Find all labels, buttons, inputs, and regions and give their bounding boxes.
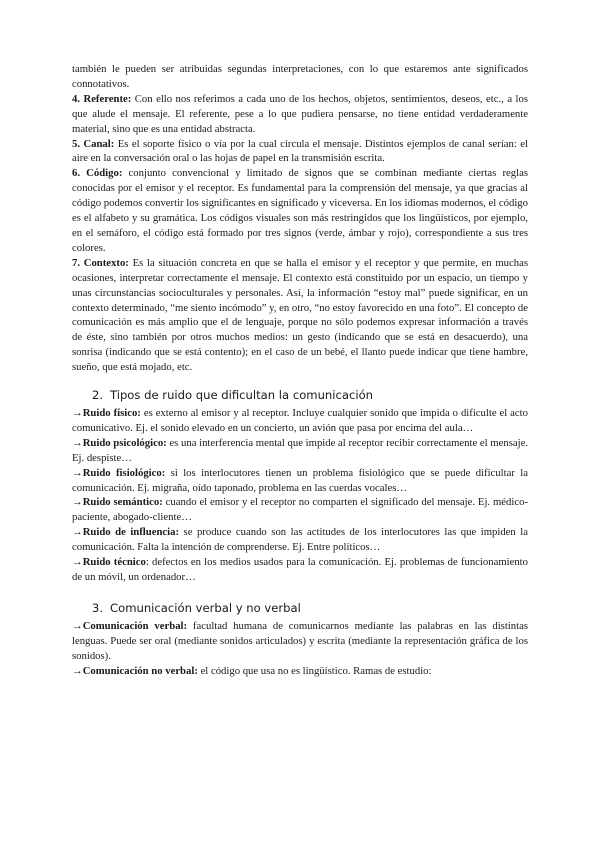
section-number: 2. [92,388,104,403]
item-text: se produce cuando son las actitudes de los interlocutores las que impiden la comunicación. Falta la intención de comprenderse. Ej. Entre políticos… [72,526,529,554]
paragraph-lead: 7. Contexto: [72,256,129,269]
list-item-ruido-psicologico [72,436,528,466]
section-number: 3. [92,600,104,615]
item-text: si los interlocutores tienen un problema fisiológico que se puede dificultar la comunicación. Ej. migraña, oído taponado, problema en las cuerdas vocales… [72,466,528,494]
paragraph-text: también le pueden ser atribuidas segundas interpretaciones, con lo que estaremos ante significados connotativos. [72,63,528,90]
paragraph-lead: 5. Canal: [72,137,115,150]
item-lead: →Ruido fisiológico: [72,466,166,479]
section-title: Comunicación verbal y no verbal [110,600,301,615]
list-item-ruido-fisico [72,406,528,436]
list-item-ruido-semantico [72,495,528,525]
paragraph-text: Es el soporte físico o vía por la cual circula el mensaje. Distintos ejemplos de canal serían: el aire en la conversación oral o las hojas de papel en la transmisión escrita. [72,137,528,165]
paragraph-contexto [72,256,528,375]
list-item-comunicacion-no-verbal [72,664,528,679]
item-lead: →Ruido semántico: [72,496,163,509]
section-heading-comunicacion [72,601,528,616]
list-item-ruido-tecnico [72,555,528,585]
paragraph-connotativos [72,62,528,92]
item-lead: →Ruido técnico [72,556,146,569]
paragraph-referente [72,92,528,137]
item-text: : defectos en los medios usados para la comunicación. Ej. problemas de funcionamiento de un móvil, un ordenador… [72,556,528,583]
item-lead: →Ruido físico: [72,407,141,420]
item-lead: →Ruido psicológico: [72,436,167,449]
item-text: facultad humana de comunicarnos mediante las palabras en las distintas lenguas. Puede ser oral (mediante sonidos articulados) y escrita (mediante la representación gráfica de los sonidos). [72,619,528,662]
paragraph-lead: 4. Referente: [72,92,132,105]
item-text: es externo al emisor y al receptor. Incluye cualquier sonido que impida o dificulte el acto comunicativo. Ej. el sonido elevado en un concierto, un avión que pasa por encima del aula… [72,407,528,434]
item-text: cuando el emisor y el receptor no comparten el significado del mensaje. Ej. médico-paciente, abogado-cliente… [72,496,529,524]
paragraph-lead: 6. Código: [72,167,123,180]
item-text: el código que usa no es lingüístico. Ramas de estudio: [197,664,432,677]
page-content [72,62,528,679]
paragraph-text: Con ello nos referimos a cada uno de los hechos, objetos, sentimientos, deseos, etc., a los que alude el mensaje. El referente, pese a lo que pudiera pensarse, no tiene entidad verdaderamente material, sino que es una entidad abstracta. [72,92,528,135]
list-item-comunicacion-verbal [72,619,528,664]
paragraph-codigo [72,166,528,255]
section-title: Tipos de ruido que dificultan la comunicación [110,388,374,403]
list-item-ruido-fisiologico [72,466,528,496]
section-heading-ruido [72,388,528,403]
item-lead: →Comunicación no verbal: [72,664,198,677]
paragraph-canal [72,137,528,167]
paragraph-text: conjunto convencional y limitado de signos que se combinan mediante ciertas reglas conocidas por el emisor y el receptor. Es fundamental para la comprensión del mensaje, ya que gracias al código podemos convertir los significantes en significado y viceversa. En los idiomas modernos, el código es el alfabeto y su gramática. Los códigos visuales son más restringidos que los lingüísticos, por ejemplo, en el semáforo, el código está formado por tres signos (verde, ámbar y rojo), correspondiente a sus tres colores. [72,167,528,254]
paragraph-text: Es la situación concreta en que se halla el emisor y el receptor y que permite, en muchas ocasiones, interpretar correctamente el mensaje. El contexto está constituido por un espacio, un tiempo y unas circunstancias socioculturales y personales. Así, la información “estoy mal” puede significar, en un contexto determinado, “me siento incómodo” y, en otro, “no estoy favorecido en una foto”. El concepto de comunicación es más amplio que el de lenguaje, porque no sólo podemos expresar información a través de éste, sino también por otros muchos medios: un gesto (indicando que se está en desacuerdo), una sonrisa (indicando que se está contento); en el caso de un bebé, el llanto puede indicar que tiene hambre, sueño, que está mojado, etc. [72,256,528,374]
item-lead: →Ruido de influencia: [72,526,180,539]
list-item-ruido-influencia [72,525,528,555]
item-lead: →Comunicación verbal: [72,619,188,632]
item-text: es una interferencia mental que impide al receptor recibir correctamente el mensaje. Ej. despiste… [72,436,528,464]
